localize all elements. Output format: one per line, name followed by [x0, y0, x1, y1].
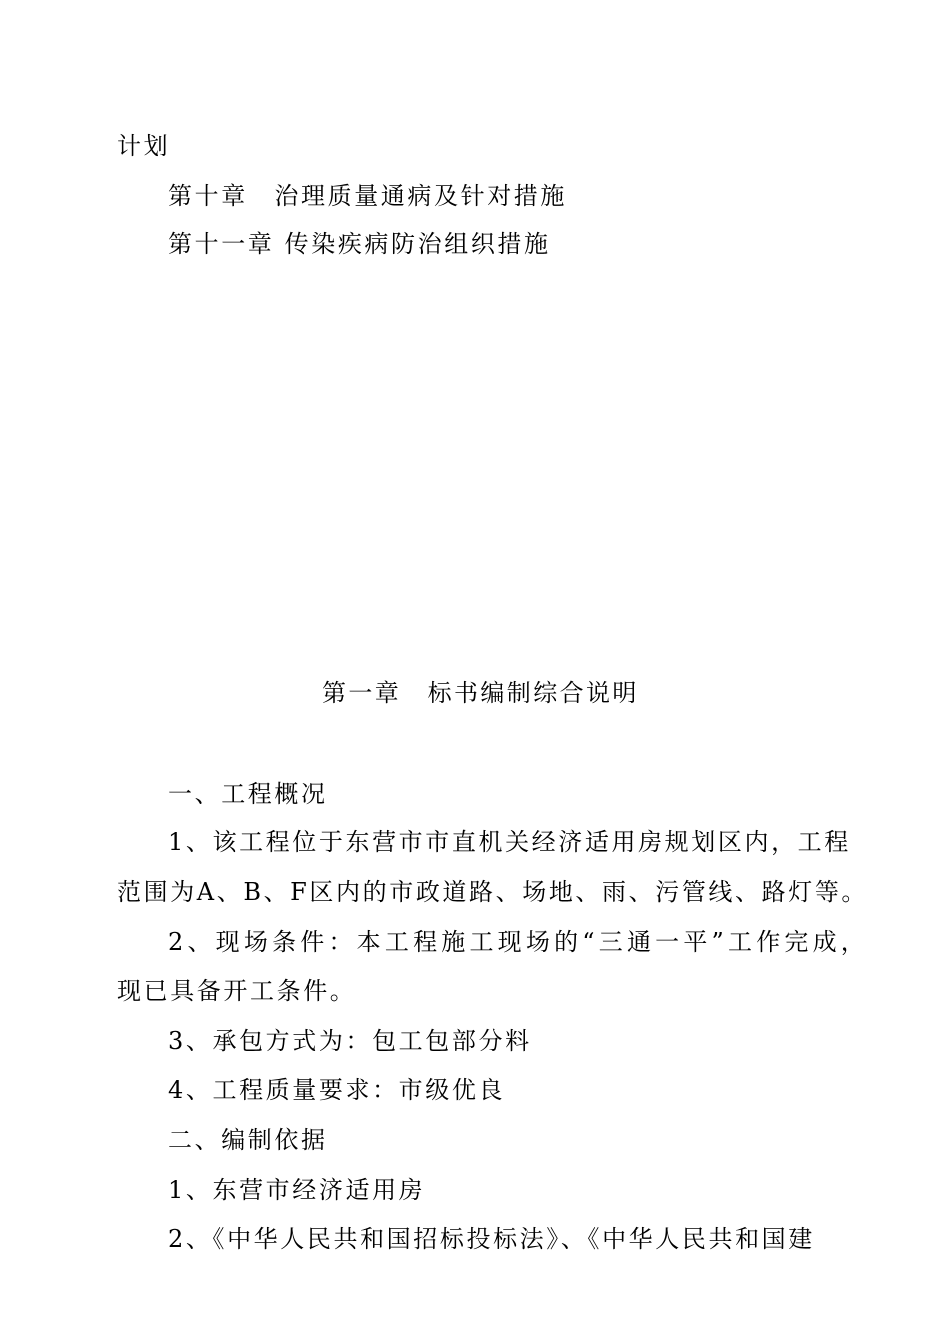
- paragraph-item-3: 3、承包方式为：包工包部分料: [168, 1027, 532, 1055]
- paragraph-item-2-line-1: 2、现场条件：本工程施工现场的“三通一平”工作完成，: [168, 928, 870, 956]
- basis-item-1: 1、东营市经济适用房: [168, 1176, 426, 1204]
- section-heading-overview: 一、工程概况: [168, 780, 328, 808]
- toc-continued-text: 计划: [117, 132, 171, 160]
- paragraph-item-1-line-2: 范围为A、B、F区内的市政道路、场地、雨、污管线、路灯等。: [117, 878, 869, 906]
- basis-item-2: 2、《中华人民共和国招标投标法》、《中华人民共和国建: [168, 1225, 815, 1253]
- paragraph-item-4: 4、工程质量要求：市级优良: [168, 1076, 506, 1104]
- chapter-title: 第一章 标书编制综合说明: [322, 679, 639, 707]
- toc-chapter-11: 第十一章 传染疾病防治组织措施: [168, 230, 551, 258]
- section-heading-basis: 二、编制依据: [168, 1126, 328, 1154]
- toc-chapter-10: 第十章 治理质量通病及针对措施: [168, 182, 567, 210]
- paragraph-item-2-line-2: 现已具备开工条件。: [117, 977, 357, 1005]
- paragraph-item-1-line-1: 1、该工程位于东营市市直机关经济适用房规划区内，工程: [168, 828, 851, 856]
